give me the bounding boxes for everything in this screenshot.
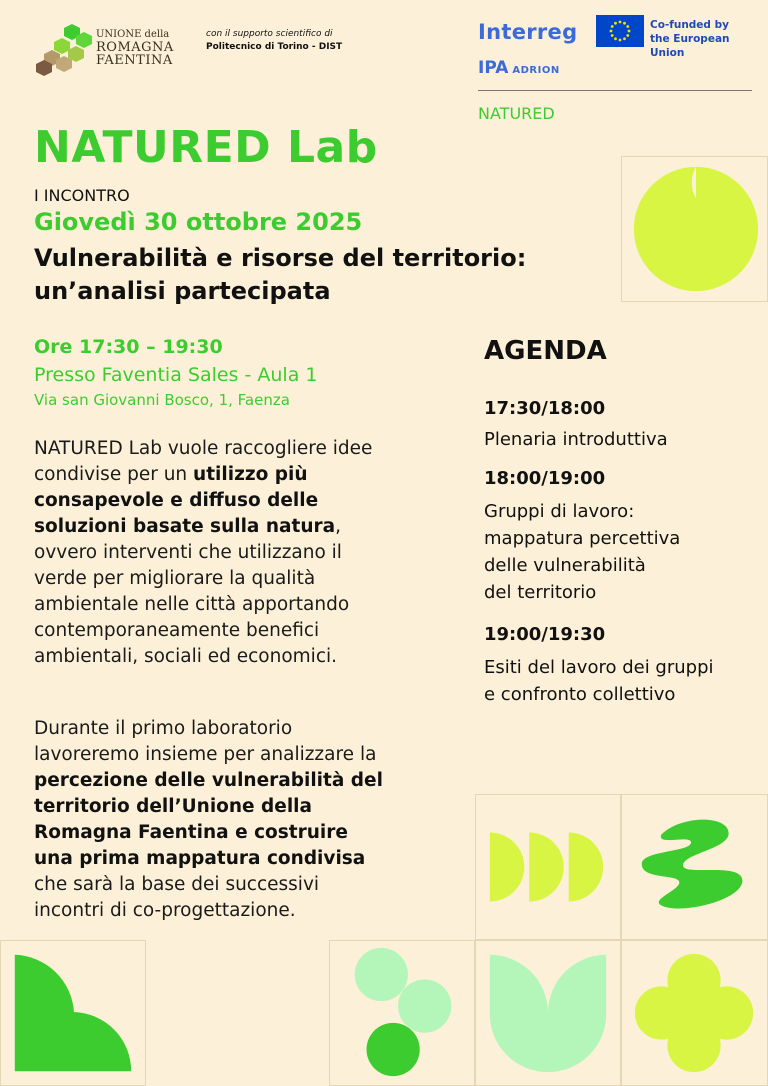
logo-line-1: UNIONE della	[96, 29, 170, 40]
agenda-item-3-desc	[484, 654, 714, 708]
agenda-item-2-line-3: delle vulnerabilità	[484, 555, 646, 576]
interreg-logo: Interreg	[478, 20, 578, 44]
ipa-adrion-logo	[478, 58, 560, 78]
eu-flag-icon	[596, 15, 644, 47]
header-divider	[478, 90, 752, 91]
p2-text-a: Durante il primo laboratorio lavoreremo insieme per analizzare la	[34, 718, 377, 765]
agenda-item-2-line-4: del territorio	[484, 582, 597, 603]
circles-tile-icon	[329, 940, 475, 1086]
agenda-item-3-line-2: e confronto collettivo	[484, 684, 676, 705]
logo-line-3: FAENTINA	[96, 53, 173, 68]
agenda-item-2-desc	[484, 498, 680, 606]
squiggle-tile-icon	[621, 794, 768, 940]
adrion-text: ADRION	[512, 65, 560, 76]
ipa-text: IPA	[478, 58, 509, 78]
agenda-item-2-line-2: mappatura percettiva	[484, 528, 681, 549]
agenda-item-3-line-1: Esiti del lavoro dei gruppi	[484, 657, 714, 678]
eu-line-2: the European Union	[650, 33, 730, 59]
p1-text-c: , ovvero interventi che utilizzano il verde per migliorare la qualità ambientale nelle città apportando contemporaneamente benefici ambientali, sociali ed economici.	[34, 516, 350, 667]
logo-line-2: ROMAGNA	[96, 40, 174, 55]
event-time: Ore 17:30 – 19:30	[34, 336, 223, 358]
event-venue: Presso Faventia Sales - Aula 1	[34, 364, 318, 386]
support-line-2: Politecnico di Torino - DIST	[206, 42, 343, 52]
page-title: NATURED Lab	[34, 122, 378, 173]
agenda-heading: AGENDA	[484, 336, 607, 366]
leaf-quarter-tile-icon	[0, 940, 146, 1086]
clover-tile-icon	[621, 940, 768, 1086]
scientific-support	[206, 28, 366, 54]
meeting-number: I INCONTRO	[34, 186, 130, 205]
half-circles-tile-icon	[475, 794, 621, 940]
eu-line-1: Co-funded by	[650, 19, 729, 31]
union-logo	[34, 22, 184, 82]
union-logo-hexagons-icon	[34, 22, 96, 80]
p2-text-c: che sarà la base dei successivi incontri di co-progettazione.	[34, 874, 320, 921]
tulip-tile-icon	[475, 940, 621, 1086]
project-tag: NATURED	[478, 104, 555, 123]
event-subtitle	[34, 242, 624, 308]
agenda-item-2-time: 18:00/19:00	[484, 468, 606, 489]
p1-text-b: utilizzo più consapevole e diffuso delle soluzioni basate sulla natura	[34, 464, 336, 537]
event-address: Via san Giovanni Bosco, 1, Faenza	[34, 391, 290, 409]
p2-text-b: percezione delle vulnerabilità del territorio dell’Unione della Romagna Faentina e costruire una prima mappatura condivisa	[34, 770, 383, 869]
description-paragraph-1	[34, 436, 390, 670]
pinwheel-tile-icon	[621, 156, 768, 302]
description-paragraph-2	[34, 716, 390, 924]
agenda-item-2-line-1: Gruppi di lavoro:	[484, 501, 635, 522]
event-date: Giovedì 30 ottobre 2025	[34, 208, 363, 236]
p1-text-a: NATURED Lab vuole raccogliere idee condivise per un	[34, 438, 373, 485]
eu-cofunded	[650, 18, 765, 60]
agenda-item-3-time: 19:00/19:30	[484, 624, 606, 645]
support-line-1: con il supporto scientifico di	[206, 29, 333, 39]
agenda-item-1-desc: Plenaria introduttiva	[484, 429, 668, 450]
subtitle-line-1: Vulnerabilità e risorse del territorio:	[34, 244, 527, 272]
subtitle-line-2: un’analisi partecipata	[34, 277, 331, 305]
agenda-item-1-time: 17:30/18:00	[484, 398, 606, 419]
